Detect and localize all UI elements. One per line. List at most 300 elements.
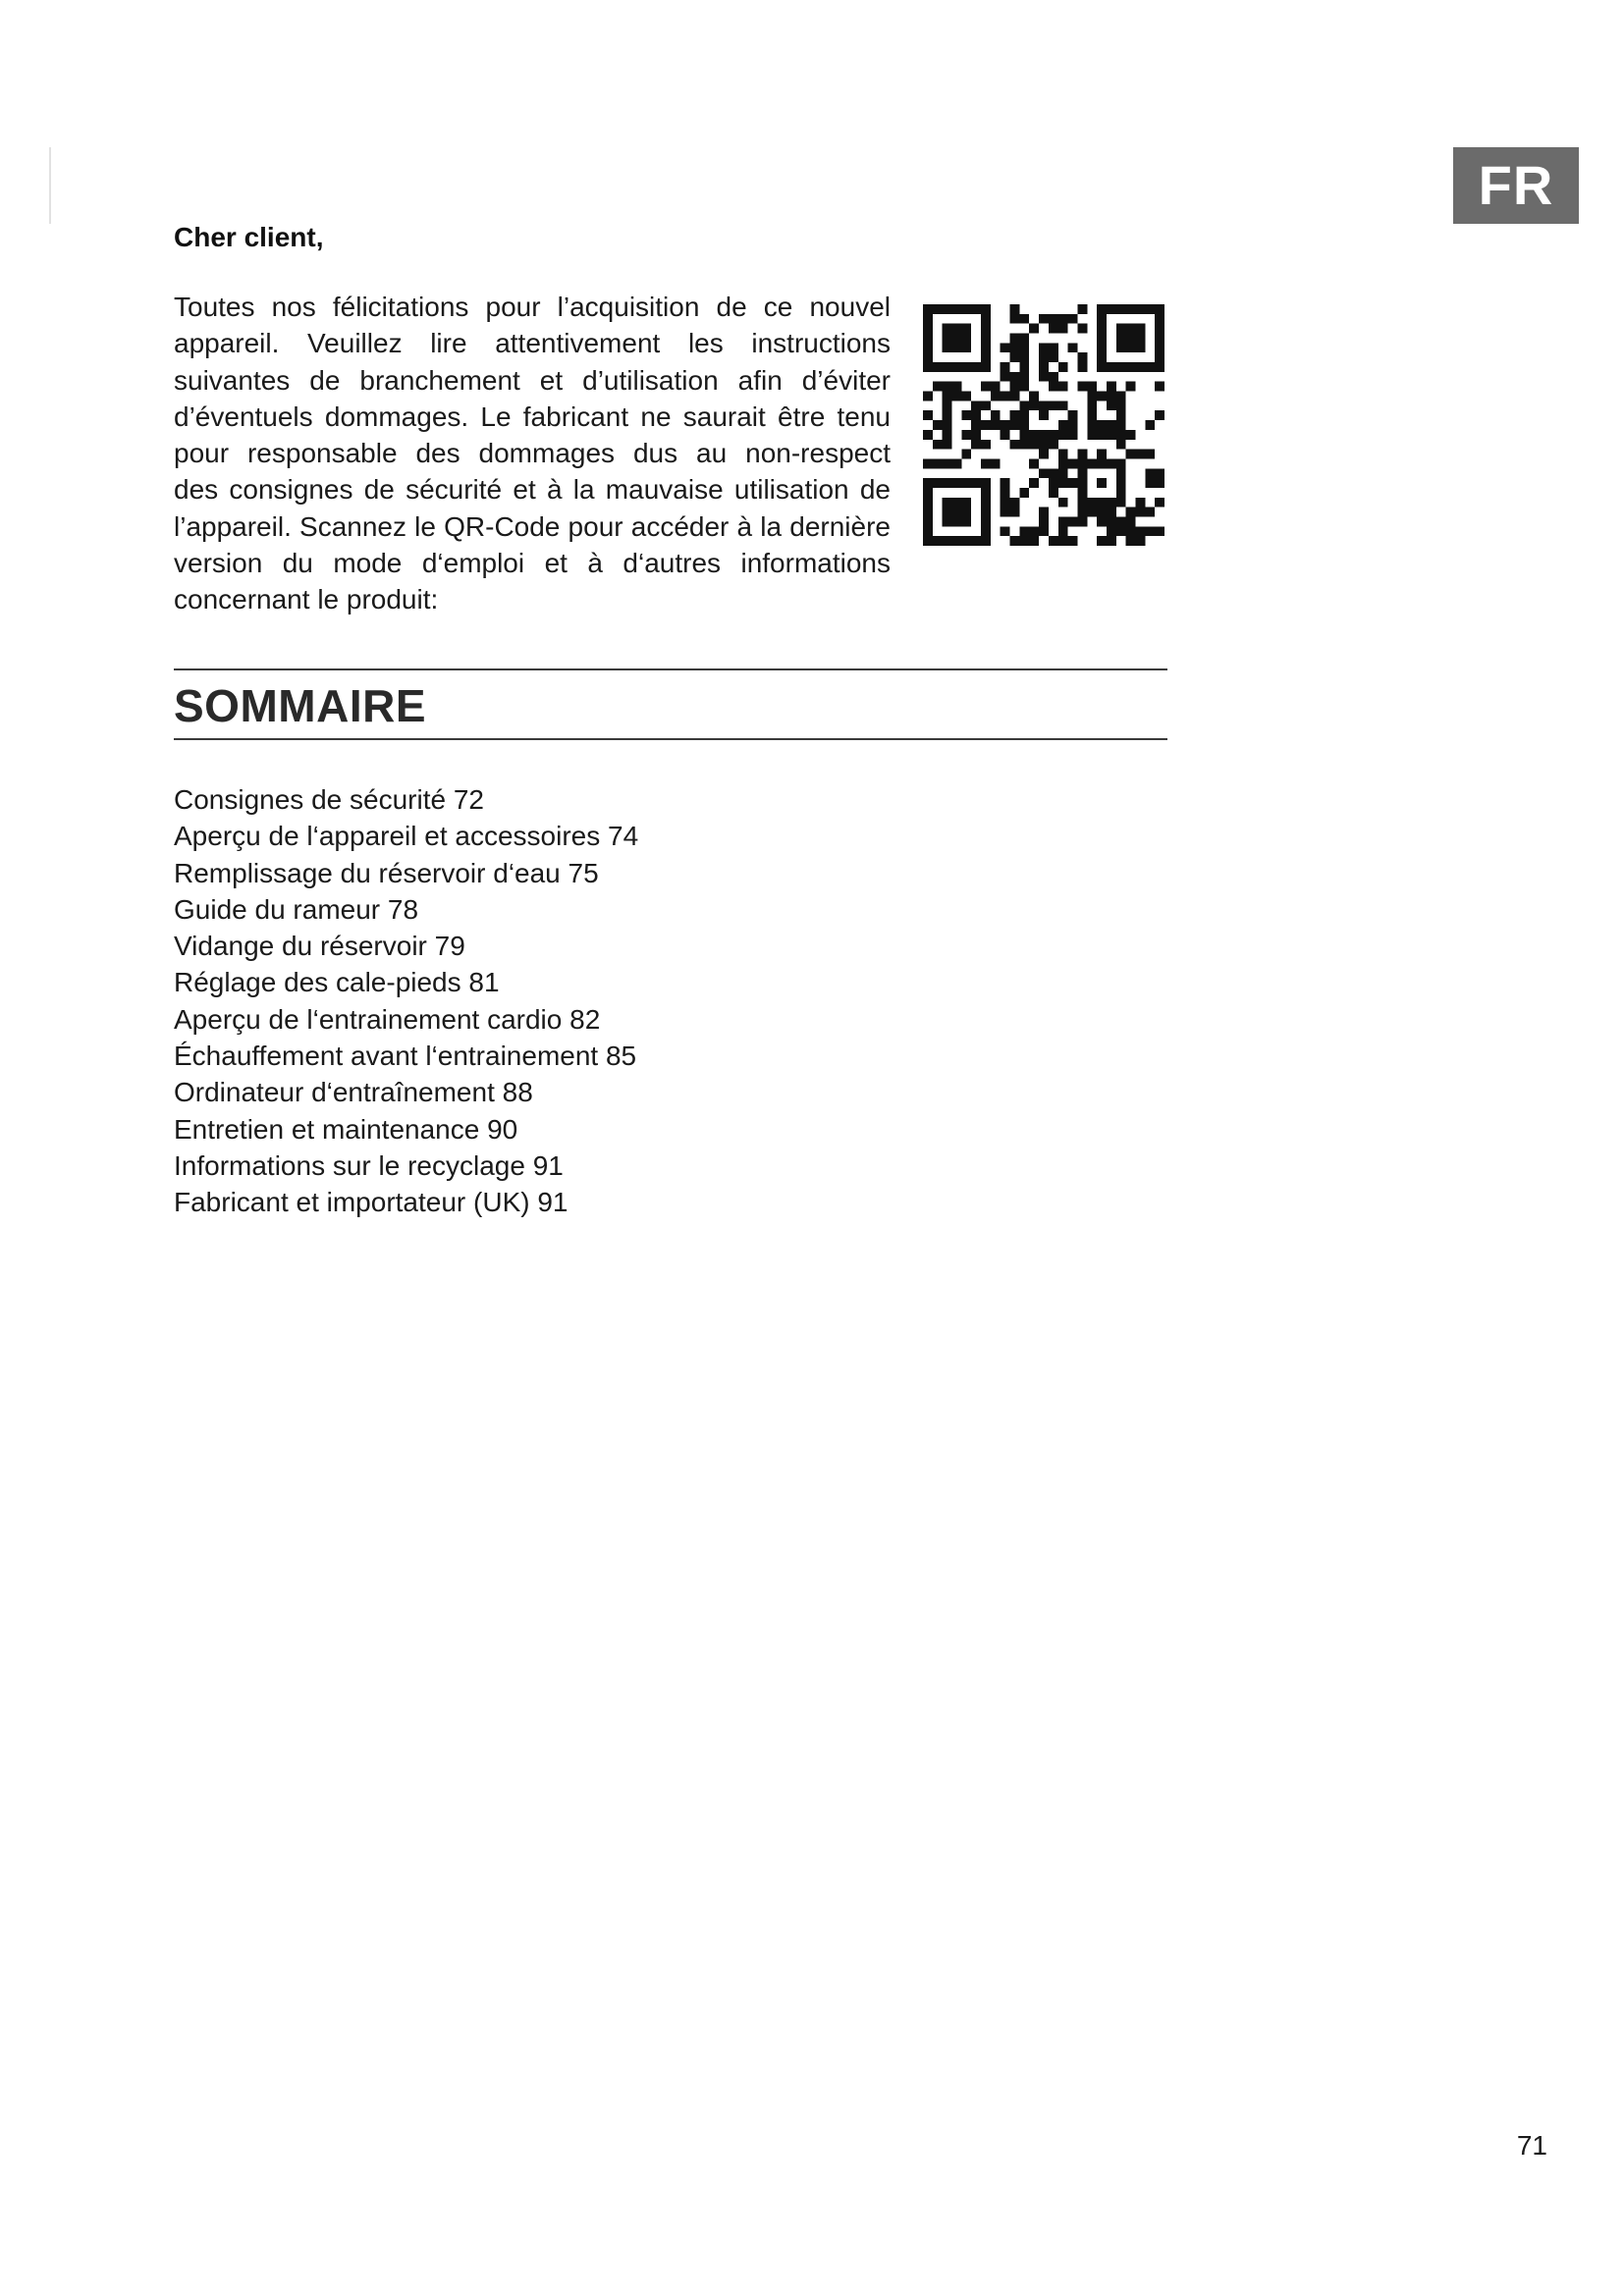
- qr-module: [1135, 507, 1145, 517]
- qr-module: [1107, 304, 1116, 314]
- qr-module: [981, 400, 991, 410]
- qr-module: [923, 536, 933, 546]
- qr-module: [1039, 410, 1049, 420]
- qr-module: [981, 458, 991, 468]
- qr-module: [952, 382, 962, 392]
- qr-module: [923, 478, 933, 488]
- toc-item[interactable]: Ordinateur d‘entraînement 88: [174, 1077, 533, 1108]
- qr-module: [1116, 324, 1126, 334]
- qr-module: [1135, 536, 1145, 546]
- qr-module: [961, 478, 971, 488]
- qr-module: [981, 314, 991, 324]
- qr-module: [923, 458, 933, 468]
- qr-module: [1019, 400, 1029, 410]
- qr-module: [1097, 536, 1107, 546]
- qr-module: [933, 362, 943, 372]
- qr-module: [1135, 526, 1145, 536]
- qr-module: [981, 526, 991, 536]
- qr-module: [1010, 372, 1020, 382]
- qr-module: [1097, 343, 1107, 352]
- qr-module: [943, 498, 952, 507]
- qr-module: [1010, 420, 1020, 430]
- qr-module: [1001, 498, 1010, 507]
- qr-module: [1068, 458, 1078, 468]
- qr-module: [1058, 516, 1068, 526]
- qr-module: [1019, 352, 1029, 362]
- qr-module: [1116, 468, 1126, 478]
- qr-module: [1010, 392, 1020, 401]
- toc-item[interactable]: Aperçu de l‘appareil et accessoires 74: [174, 821, 639, 852]
- qr-module: [1058, 526, 1068, 536]
- qr-module: [1001, 488, 1010, 498]
- qr-module: [1116, 478, 1126, 488]
- qr-module: [923, 324, 933, 334]
- qr-module: [952, 478, 962, 488]
- qr-module: [991, 420, 1001, 430]
- qr-module: [1135, 324, 1145, 334]
- qr-module: [943, 516, 952, 526]
- qr-module: [971, 362, 981, 372]
- qr-module: [1019, 334, 1029, 344]
- qr-module: [1049, 352, 1058, 362]
- qr-module: [1010, 507, 1020, 517]
- qr-module: [1077, 324, 1087, 334]
- qr-module: [1126, 526, 1136, 536]
- intro-line: Toutes nos félicitations pour l’acquisition de ce nouvel: [174, 292, 891, 322]
- qr-module: [1097, 334, 1107, 344]
- qr-module: [923, 488, 933, 498]
- qr-module: [971, 304, 981, 314]
- qr-module: [1068, 478, 1078, 488]
- qr-module: [923, 304, 933, 314]
- qr-module: [981, 536, 991, 546]
- qr-module: [1107, 382, 1116, 392]
- qr-module: [1001, 372, 1010, 382]
- qr-module: [991, 410, 1001, 420]
- qr-module: [943, 362, 952, 372]
- qr-module: [952, 507, 962, 517]
- qr-module: [923, 498, 933, 507]
- intro-line: des consignes de sécurité et à la mauvaise utilisation de: [174, 474, 891, 506]
- qr-module: [1077, 362, 1087, 372]
- qr-module: [1107, 392, 1116, 401]
- intro-line: d’éventuels dommages. Le fabricant ne saurait être tenu: [174, 400, 891, 432]
- qr-module: [961, 516, 971, 526]
- qr-module: [1097, 324, 1107, 334]
- qr-module: [1116, 488, 1126, 498]
- qr-module: [971, 410, 981, 420]
- qr-module: [1010, 304, 1020, 314]
- qr-module: [1135, 362, 1145, 372]
- qr-module: [1145, 526, 1155, 536]
- qr-module: [1126, 334, 1136, 344]
- qr-module: [1116, 410, 1126, 420]
- qr-module: [923, 314, 933, 324]
- toc-item[interactable]: Informations sur le recyclage 91: [174, 1149, 564, 1181]
- qr-module: [1010, 498, 1020, 507]
- qr-module: [1001, 478, 1010, 488]
- qr-module: [1019, 362, 1029, 372]
- qr-module: [1116, 343, 1126, 352]
- qr-module: [923, 430, 933, 440]
- qr-module: [1068, 430, 1078, 440]
- qr-module: [1049, 468, 1058, 478]
- qr-module: [1126, 324, 1136, 334]
- qr-module: [1001, 362, 1010, 372]
- qr-module: [1029, 440, 1039, 450]
- qr-module: [1001, 343, 1010, 352]
- qr-module: [961, 507, 971, 517]
- qr-module: [1077, 382, 1087, 392]
- qr-module: [1049, 536, 1058, 546]
- qr-module: [961, 324, 971, 334]
- intro-paragraph: [174, 289, 891, 618]
- qr-module: [1019, 536, 1029, 546]
- qr-module: [1058, 458, 1068, 468]
- qr-module: [1116, 498, 1126, 507]
- intro-line: l’appareil. Scannez le QR-Code pour accéder à la dernière: [174, 510, 891, 542]
- qr-module: [1029, 324, 1039, 334]
- qr-module: [1097, 507, 1107, 517]
- qr-module: [952, 536, 962, 546]
- qr-module: [1068, 420, 1078, 430]
- toc-top-rule: [174, 668, 1167, 670]
- qr-module: [952, 304, 962, 314]
- qr-module: [1049, 382, 1058, 392]
- qr-module: [1058, 430, 1068, 440]
- qr-module: [981, 304, 991, 314]
- qr-module: [971, 478, 981, 488]
- qr-module: [1116, 526, 1126, 536]
- qr-module: [1019, 372, 1029, 382]
- qr-module: [943, 400, 952, 410]
- qr-module: [1155, 410, 1164, 420]
- qr-module: [1145, 362, 1155, 372]
- qr-module: [1049, 430, 1058, 440]
- toc-item[interactable]: Échauffement avant l‘entrainement 85: [174, 1041, 637, 1072]
- qr-module: [943, 410, 952, 420]
- toc-item[interactable]: Remplissage du réservoir d‘eau 75: [174, 857, 599, 888]
- qr-module: [1087, 400, 1097, 410]
- qr-module: [971, 536, 981, 546]
- qr-module: [1039, 526, 1049, 536]
- qr-module: [961, 392, 971, 401]
- toc-item[interactable]: Réglage des cale-pieds 81: [174, 967, 500, 998]
- qr-module: [1155, 526, 1164, 536]
- qr-module: [1049, 478, 1058, 488]
- qr-module: [1155, 304, 1164, 314]
- qr-module: [981, 324, 991, 334]
- qr-module: [1135, 498, 1145, 507]
- toc-item[interactable]: Entretien et maintenance 90: [174, 1113, 518, 1145]
- qr-module: [961, 430, 971, 440]
- qr-module: [933, 440, 943, 450]
- qr-module: [923, 392, 933, 401]
- qr-module: [1039, 372, 1049, 382]
- qr-module: [1126, 343, 1136, 352]
- toc-item[interactable]: Consignes de sécurité 72: [174, 784, 484, 815]
- qr-module: [1039, 468, 1049, 478]
- qr-module: [943, 536, 952, 546]
- qr-module: [1077, 516, 1087, 526]
- qr-module: [1029, 526, 1039, 536]
- qr-module: [923, 516, 933, 526]
- qr-module: [943, 507, 952, 517]
- qr-module: [1126, 507, 1136, 517]
- qr-module: [1145, 420, 1155, 430]
- qr-module: [1097, 392, 1107, 401]
- qr-module: [971, 400, 981, 410]
- qr-module: [1097, 314, 1107, 324]
- toc-item[interactable]: Guide du rameur 78: [174, 893, 419, 925]
- qr-module: [1087, 410, 1097, 420]
- qr-module: [1068, 410, 1078, 420]
- qr-module: [1107, 420, 1116, 430]
- qr-module: [1058, 536, 1068, 546]
- qr-module: [1010, 314, 1020, 324]
- toc-title: SOMMAIRE: [174, 680, 426, 731]
- qr-module: [1029, 458, 1039, 468]
- qr-module: [1097, 304, 1107, 314]
- qr-module: [1010, 352, 1020, 362]
- qr-module: [1010, 334, 1020, 344]
- qr-module: [1029, 392, 1039, 401]
- qr-module: [1155, 343, 1164, 352]
- qr-module: [1116, 400, 1126, 410]
- qr-module: [1145, 304, 1155, 314]
- qr-module: [961, 498, 971, 507]
- qr-module: [1126, 450, 1136, 459]
- qr-module: [943, 478, 952, 488]
- qr-module: [952, 498, 962, 507]
- qr-module: [952, 458, 962, 468]
- qr-module: [1097, 458, 1107, 468]
- qr-module: [1087, 392, 1097, 401]
- qr-module: [952, 334, 962, 344]
- qr-module: [943, 334, 952, 344]
- qr-module: [1029, 536, 1039, 546]
- qr-module: [952, 324, 962, 334]
- qr-module: [1010, 343, 1020, 352]
- toc-item[interactable]: Aperçu de l‘entrainement cardio 82: [174, 1003, 601, 1035]
- qr-module: [1029, 430, 1039, 440]
- qr-module: [971, 430, 981, 440]
- qr-module: [1116, 458, 1126, 468]
- qr-module: [952, 343, 962, 352]
- qr-module: [1001, 420, 1010, 430]
- qr-module: [1087, 458, 1097, 468]
- qr-module: [1001, 392, 1010, 401]
- qr-module: [981, 343, 991, 352]
- qr-module: [1029, 400, 1039, 410]
- qr-module: [1029, 478, 1039, 488]
- qr-module: [981, 382, 991, 392]
- qr-module: [952, 516, 962, 526]
- page-edge-line: [49, 147, 51, 224]
- qr-module: [1126, 304, 1136, 314]
- qr-module: [1001, 526, 1010, 536]
- qr-module: [1077, 304, 1087, 314]
- qr-module: [933, 420, 943, 430]
- qr-module: [923, 352, 933, 362]
- qr-module: [1116, 304, 1126, 314]
- qr-module: [1010, 382, 1020, 392]
- qr-module: [1077, 488, 1087, 498]
- qr-module: [981, 334, 991, 344]
- qr-module: [971, 420, 981, 430]
- qr-module: [1107, 516, 1116, 526]
- qr-module: [1107, 400, 1116, 410]
- qr-module: [1155, 314, 1164, 324]
- qr-module: [1077, 458, 1087, 468]
- qr-module: [1039, 400, 1049, 410]
- qr-module: [1107, 536, 1116, 546]
- qr-module: [991, 382, 1001, 392]
- qr-module: [1135, 450, 1145, 459]
- qr-module: [961, 536, 971, 546]
- qr-module: [933, 458, 943, 468]
- qr-module: [1001, 507, 1010, 517]
- qr-module: [1116, 440, 1126, 450]
- qr-module: [943, 392, 952, 401]
- qr-module: [933, 382, 943, 392]
- qr-module: [1126, 536, 1136, 546]
- qr-module: [1019, 343, 1029, 352]
- qr-module: [1126, 516, 1136, 526]
- qr-module: [1058, 478, 1068, 488]
- qr-module: [923, 343, 933, 352]
- intro-line: appareil. Veuillez lire attentivement les instructions: [174, 328, 891, 359]
- qr-module: [981, 440, 991, 450]
- qr-module: [1049, 372, 1058, 382]
- qr-module: [1068, 343, 1078, 352]
- greeting-heading: Cher client,: [174, 222, 324, 252]
- qr-module: [1077, 478, 1087, 488]
- qr-module: [961, 450, 971, 459]
- qr-module: [1019, 430, 1029, 440]
- qr-module: [991, 392, 1001, 401]
- qr-module: [1001, 430, 1010, 440]
- qr-module: [1068, 536, 1078, 546]
- qr-module: [1077, 352, 1087, 362]
- qr-module: [933, 478, 943, 488]
- qr-module: [1058, 324, 1068, 334]
- qr-module: [923, 410, 933, 420]
- qr-module: [1116, 430, 1126, 440]
- qr-module: [1049, 440, 1058, 450]
- qr-code-icon[interactable]: [923, 304, 1164, 546]
- qr-module: [1155, 478, 1164, 488]
- qr-module: [1049, 400, 1058, 410]
- qr-module: [1097, 478, 1107, 488]
- intro-line: pour responsable des dommages dus au non-respect: [174, 438, 891, 469]
- qr-module: [1155, 498, 1164, 507]
- qr-module: [1019, 314, 1029, 324]
- qr-module: [1077, 507, 1087, 517]
- qr-module: [1039, 450, 1049, 459]
- qr-module: [1087, 430, 1097, 440]
- qr-module: [1039, 314, 1049, 324]
- qr-module: [1019, 526, 1029, 536]
- qr-module: [981, 478, 991, 488]
- qr-module: [1135, 343, 1145, 352]
- qr-module: [961, 343, 971, 352]
- toc-item[interactable]: Fabricant et importateur (UK) 91: [174, 1187, 568, 1218]
- qr-module: [1107, 458, 1116, 468]
- qr-module: [1049, 488, 1058, 498]
- qr-module: [1010, 536, 1020, 546]
- qr-module: [991, 458, 1001, 468]
- qr-module: [1097, 420, 1107, 430]
- qr-module: [1058, 362, 1068, 372]
- qr-module: [1155, 324, 1164, 334]
- qr-module: [1077, 468, 1087, 478]
- qr-module: [1058, 498, 1068, 507]
- qr-module: [1058, 468, 1068, 478]
- qr-module: [1049, 343, 1058, 352]
- qr-module: [1097, 352, 1107, 362]
- qr-module: [952, 362, 962, 372]
- qr-module: [1145, 450, 1155, 459]
- qr-module: [1087, 420, 1097, 430]
- qr-module: [1097, 450, 1107, 459]
- toc-item[interactable]: Vidange du réservoir 79: [174, 931, 465, 962]
- qr-module: [1077, 498, 1087, 507]
- language-badge: FR: [1453, 147, 1579, 224]
- qr-module: [943, 420, 952, 430]
- qr-module: [1039, 516, 1049, 526]
- qr-module: [923, 526, 933, 536]
- qr-module: [933, 536, 943, 546]
- qr-module: [1049, 314, 1058, 324]
- qr-module: [1019, 420, 1029, 430]
- qr-module: [933, 304, 943, 314]
- qr-module: [1107, 526, 1116, 536]
- qr-module: [971, 440, 981, 450]
- qr-module: [1097, 362, 1107, 372]
- qr-module: [952, 392, 962, 401]
- qr-module: [1126, 362, 1136, 372]
- qr-module: [1039, 440, 1049, 450]
- qr-module: [1126, 430, 1136, 440]
- qr-module: [923, 362, 933, 372]
- qr-module: [1116, 516, 1126, 526]
- qr-module: [1010, 440, 1020, 450]
- qr-module: [1087, 498, 1097, 507]
- qr-module: [1155, 352, 1164, 362]
- qr-module: [1107, 507, 1116, 517]
- qr-module: [1019, 382, 1029, 392]
- qr-module: [981, 498, 991, 507]
- qr-module: [1019, 488, 1029, 498]
- page-number: 71: [1516, 2130, 1547, 2161]
- qr-module: [961, 334, 971, 344]
- intro-line: version du mode d‘emploi et à d‘autres informations: [174, 548, 891, 579]
- qr-module: [1116, 420, 1126, 430]
- qr-module: [1058, 400, 1068, 410]
- qr-module: [981, 488, 991, 498]
- qr-module: [943, 440, 952, 450]
- toc-list: [174, 781, 638, 1221]
- qr-module: [1097, 516, 1107, 526]
- qr-module: [981, 516, 991, 526]
- qr-module: [1135, 304, 1145, 314]
- qr-module: [1145, 507, 1155, 517]
- qr-module: [1155, 382, 1164, 392]
- qr-module: [1097, 498, 1107, 507]
- toc-bottom-rule: [174, 738, 1167, 740]
- qr-module: [1019, 440, 1029, 450]
